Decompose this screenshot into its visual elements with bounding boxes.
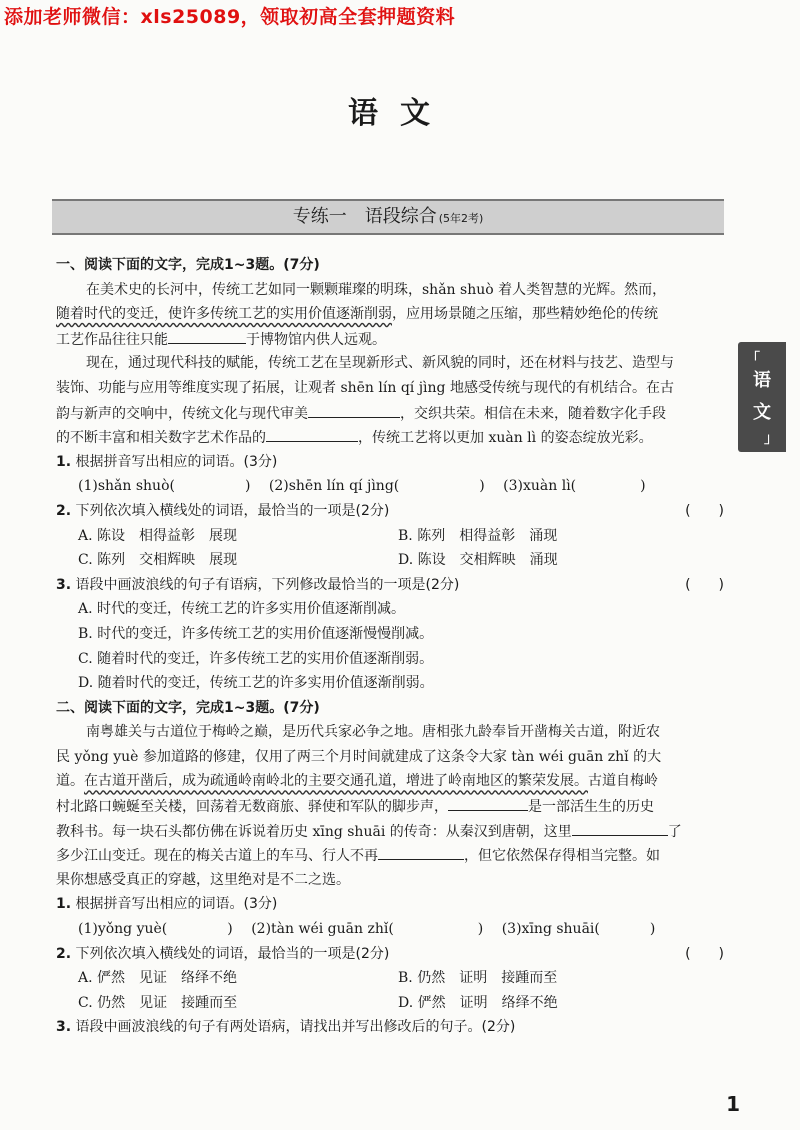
fill-blank[interactable] [378, 843, 464, 860]
section2-heading: 二、阅读下面的文字，完成1~3题。(7分) [56, 699, 320, 716]
s2-question-3: 3. 语段中画波浪线的句子有两处语病，请找出并写出修改后的句子。(2分) [56, 1019, 516, 1036]
option-a[interactable]: A. 时代的变迁，传统工艺的许多实用价值逐渐削减。 [78, 601, 406, 618]
section1-para1-line3: 工艺作品往往只能 于博物馆内供人远观。 [56, 327, 728, 352]
section1-para1-line1: 在美术史的长河中，传统工艺如同一颗颗璀璨的明珠，shǎn shuò 着人类智慧的光辉。然而， [86, 281, 667, 298]
page-content [56, 253, 728, 1040]
side-tab-corner-top: 「 [746, 351, 760, 367]
option-c[interactable]: C. 陈列 交相辉映 展现 [78, 552, 238, 569]
option-b[interactable]: B. 时代的变迁，许多传统工艺的实用价值逐渐慢慢削减。 [78, 625, 434, 642]
answer-paren[interactable]: ( ) [685, 502, 724, 519]
page-number: 1 [726, 1092, 740, 1116]
option-b[interactable]: B. 仍然 证明 接踵而至 [398, 970, 558, 987]
section1-para2-line1: 现在，通过现代科技的赋能，传统工艺在呈现新形式、新风貌的同时，还在材料与技艺、造型与 [86, 355, 674, 372]
section2-para-line3: 道。在古道开凿后，成为疏通岭南岭北的主要交通孔道，增进了岭南地区的繁荣发展。古道自梅岭 [56, 773, 658, 790]
fill-blank[interactable] [168, 327, 246, 344]
s2-q2-options-row2 [56, 991, 728, 1016]
option-d[interactable]: D. 陈设 交相辉映 涌现 [398, 552, 558, 569]
page-title: 语文 [348, 96, 452, 131]
banner-subtitle: (5年2考) [438, 212, 484, 225]
side-tab-label-1: 语 [753, 370, 771, 391]
section2-para-line7: 果你想感受真正的穿越，这里绝对是不二之选。 [56, 871, 350, 888]
section2-para-line2: 民 yǒng yuè 参加道路的修建，仅用了两三个月时间就建成了这条令大家 tàn wéi guān zhǐ 的大 [56, 748, 662, 765]
s1-q2-options-row1 [56, 524, 728, 549]
section1-heading: 一、阅读下面的文字，完成1~3题。(7分) [56, 257, 320, 273]
fill-blank[interactable] [266, 425, 358, 442]
section1-para2-line4: 的不断丰富和相关数字艺术作品的 ，传统工艺将以更加 xuàn lì 的姿态绽放光彩。 [56, 425, 728, 450]
section2-para-line6: 多少江山变迁。现在的梅关古道上的车马、行人不再 ，但它依然保存得相当完整。如 [56, 843, 728, 868]
option-c[interactable]: C. 随着时代的变迁，许多传统工艺的实用价值逐渐削弱。 [78, 650, 434, 667]
fill-blank[interactable] [448, 794, 528, 811]
option-c[interactable]: C. 仍然 见证 接踵而至 [78, 994, 238, 1011]
s2-q2-options-row1 [56, 966, 728, 991]
fill-blank[interactable] [572, 819, 668, 836]
option-b[interactable]: B. 陈列 相得益彰 涌现 [398, 527, 558, 544]
s1-q1-answers: (1)shǎn shuò( ) (2)shēn lín qí jìng( ) (3)xuàn lì( ) [78, 478, 646, 495]
wavy-sentence: 在古道开凿后，成为疏通岭南岭北的主要交通孔道，增进了岭南地区的繁荣发展。 [84, 773, 588, 790]
s1-q2-options-row2 [56, 548, 728, 573]
section2-para-line4: 村北路口蜿蜒至关楼，回荡着无数商旅、驿使和军队的脚步声， 是一部活生生的历史 [56, 794, 728, 819]
option-d[interactable]: D. 俨然 证明 络绎不绝 [398, 994, 558, 1011]
wavy-sentence: 随着时代的变迁，使许多传统工艺的实用价值逐渐削弱 [56, 306, 392, 323]
section-banner [52, 199, 724, 235]
answer-paren[interactable]: ( ) [685, 576, 724, 593]
subject-side-tab [738, 342, 786, 452]
section1-para1-line2: 随着时代的变迁，使许多传统工艺的实用价值逐渐削弱，应用场景随之压缩，那些精妙绝伦的传统 [56, 306, 658, 323]
side-tab-corner-bottom: 」 [764, 431, 778, 447]
watermark-text: 添加老师微信：xls25089，领取初高全套押题资料 [4, 6, 456, 28]
option-d[interactable]: D. 随着时代的变迁，传统工艺的许多实用价值逐渐削弱。 [78, 675, 434, 692]
s1-question-2: 2. 下列依次填入横线处的词语，最恰当的一项是(2分) ( ) [56, 499, 728, 524]
section2-para-line5: 教科书。每一块石头都仿佛在诉说着历史 xīng shuāi 的传奇：从秦汉到唐朝，这里 了 [56, 819, 728, 844]
fill-blank[interactable] [308, 401, 400, 418]
s2-q1-answers: (1)yǒng yuè( ) (2)tàn wéi guān zhǐ( ) (3)xīng shuāi( ) [78, 921, 656, 938]
s2-question-2: 2. 下列依次填入横线处的词语，最恰当的一项是(2分) ( ) [56, 942, 728, 967]
section1-para2-line3: 韵与新声的交响中，传统文化与现代审美 ，交织共荣。相信在未来，随着数字化手段 [56, 401, 728, 426]
answer-paren[interactable]: ( ) [685, 945, 724, 962]
option-a[interactable]: A. 陈设 相得益彰 展现 [78, 527, 238, 544]
s1-question-1: 1. 根据拼音写出相应的词语。(3分) [56, 453, 278, 470]
section1-para2-line2: 装饰、功能与应用等维度实现了拓展，让观者 shēn lín qí jìng 地感受传统与现代的有机结合。在古 [56, 379, 674, 396]
section2-para-line1: 南粤雄关与古道位于梅岭之巅，是历代兵家必争之地。唐相张九龄奉旨开凿梅关古道，附近农 [86, 724, 660, 741]
s2-question-1: 1. 根据拼音写出相应的词语。(3分) [56, 896, 278, 913]
banner-title: 专练一 语段综合 [292, 206, 437, 227]
option-a[interactable]: A. 俨然 见证 络绎不绝 [78, 970, 238, 987]
side-tab-label-2: 文 [753, 402, 771, 423]
s1-question-3: 3. 语段中画波浪线的句子有语病，下列修改最恰当的一项是(2分) ( ) [56, 573, 728, 598]
